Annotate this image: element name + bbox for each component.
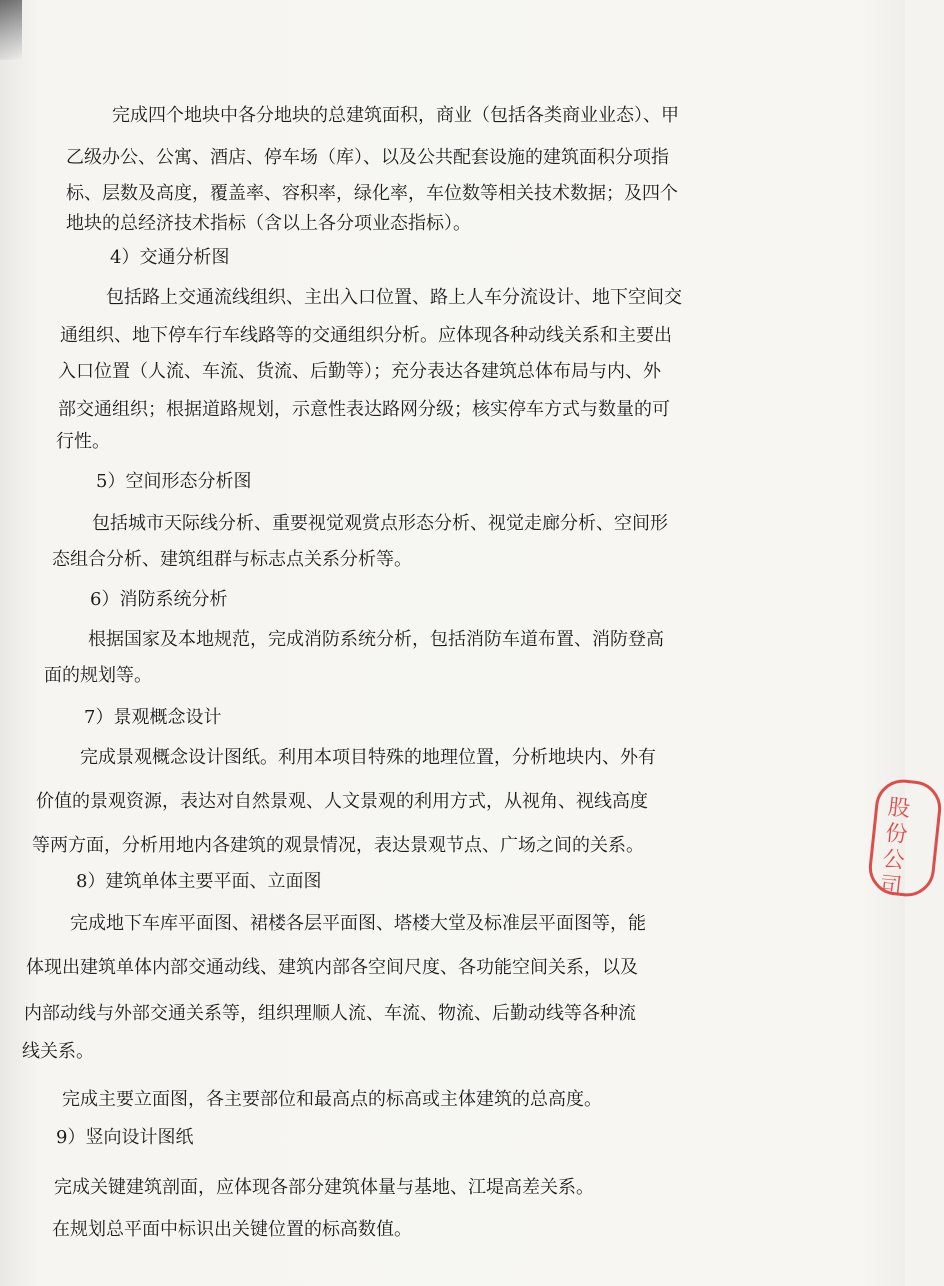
- text-line: 完成景观概念设计图纸。利用本项目特殊的地理位置，分析地块内、外有: [80, 747, 656, 768]
- stamp-text: 股份公司: [878, 795, 912, 900]
- text-line: 标、层数及高度，覆盖率、容积率，绿化率，车位数等相关技术数据；及四个: [66, 183, 678, 204]
- text-line: 完成主要立面图，各主要部位和最高点的标高或主体建筑的总高度。: [62, 1089, 602, 1110]
- text-line: 等两方面，分析用地内各建筑的观景情况，表达景观节点、广场之间的关系。: [32, 835, 644, 856]
- section-heading: 9）竖向设计图纸: [56, 1127, 194, 1148]
- section-heading: 8）建筑单体主要平面、立面图: [76, 871, 322, 892]
- text-line: 包括路上交通流线组织、主出入口位置、路上人车分流设计、地下空间交: [106, 287, 682, 308]
- text-line: 乙级办公、公寓、酒店、停车场（库）、以及公共配套设施的建筑面积分项指: [66, 147, 669, 168]
- text-line: 入口位置（人流、车流、货流、后勤等）；充分表达各建筑总体布局与内、外: [58, 361, 661, 382]
- text-line: 态组合分析、建筑组群与标志点关系分析等。: [52, 549, 412, 570]
- text-line: 地块的总经济技术指标（含以上各分项业态指标）。: [66, 213, 471, 234]
- text-line: 线关系。: [22, 1041, 94, 1062]
- text-line: 完成四个地块中各分地块的总建筑面积，商业（包括各类商业业态）、甲: [112, 105, 679, 126]
- text-line: 面的规划等。: [44, 665, 152, 686]
- section-heading: 4）交通分析图: [110, 247, 230, 268]
- text-line: 部交通组织；根据道路规划，示意性表达路网分级；核实停车方式与数量的可: [58, 399, 670, 420]
- text-line: 通组织、地下停车行车线路等的交通组织分析。应体现各种动线关系和主要出: [60, 325, 672, 346]
- text-line: 行性。: [56, 431, 110, 452]
- page-fold-shadow: [0, 0, 22, 60]
- text-line: 价值的景观资源，表达对自然景观、人文景观的利用方式，从视角、视线高度: [36, 791, 648, 812]
- text-line: 体现出建筑单体内部交通动线、建筑内部各空间尺度、各功能空间关系，以及: [26, 957, 638, 978]
- text-line: 根据国家及本地规范，完成消防系统分析，包括消防车道布置、消防登高: [88, 629, 664, 650]
- text-line: 内部动线与外部交通关系等，组织理顺人流、车流、物流、后勤动线等各种流: [24, 1003, 636, 1024]
- red-seal-stamp: [866, 777, 944, 899]
- section-heading: 6）消防系统分析: [90, 589, 228, 610]
- text-line: 完成关键建筑剖面，应体现各部分建筑体量与基地、江堤高差关系。: [54, 1177, 594, 1198]
- section-heading: 5）空间形态分析图: [96, 471, 252, 492]
- text-line: 包括城市天际线分析、重要视觉观赏点形态分析、视觉走廊分析、空间形: [92, 513, 668, 534]
- section-heading: 7）景观概念设计: [84, 707, 222, 728]
- text-line: 在规划总平面中标识出关键位置的标高数值。: [52, 1219, 412, 1240]
- text-line: 完成地下车库平面图、裙楼各层平面图、塔楼大堂及标准层平面图等，能: [70, 913, 646, 934]
